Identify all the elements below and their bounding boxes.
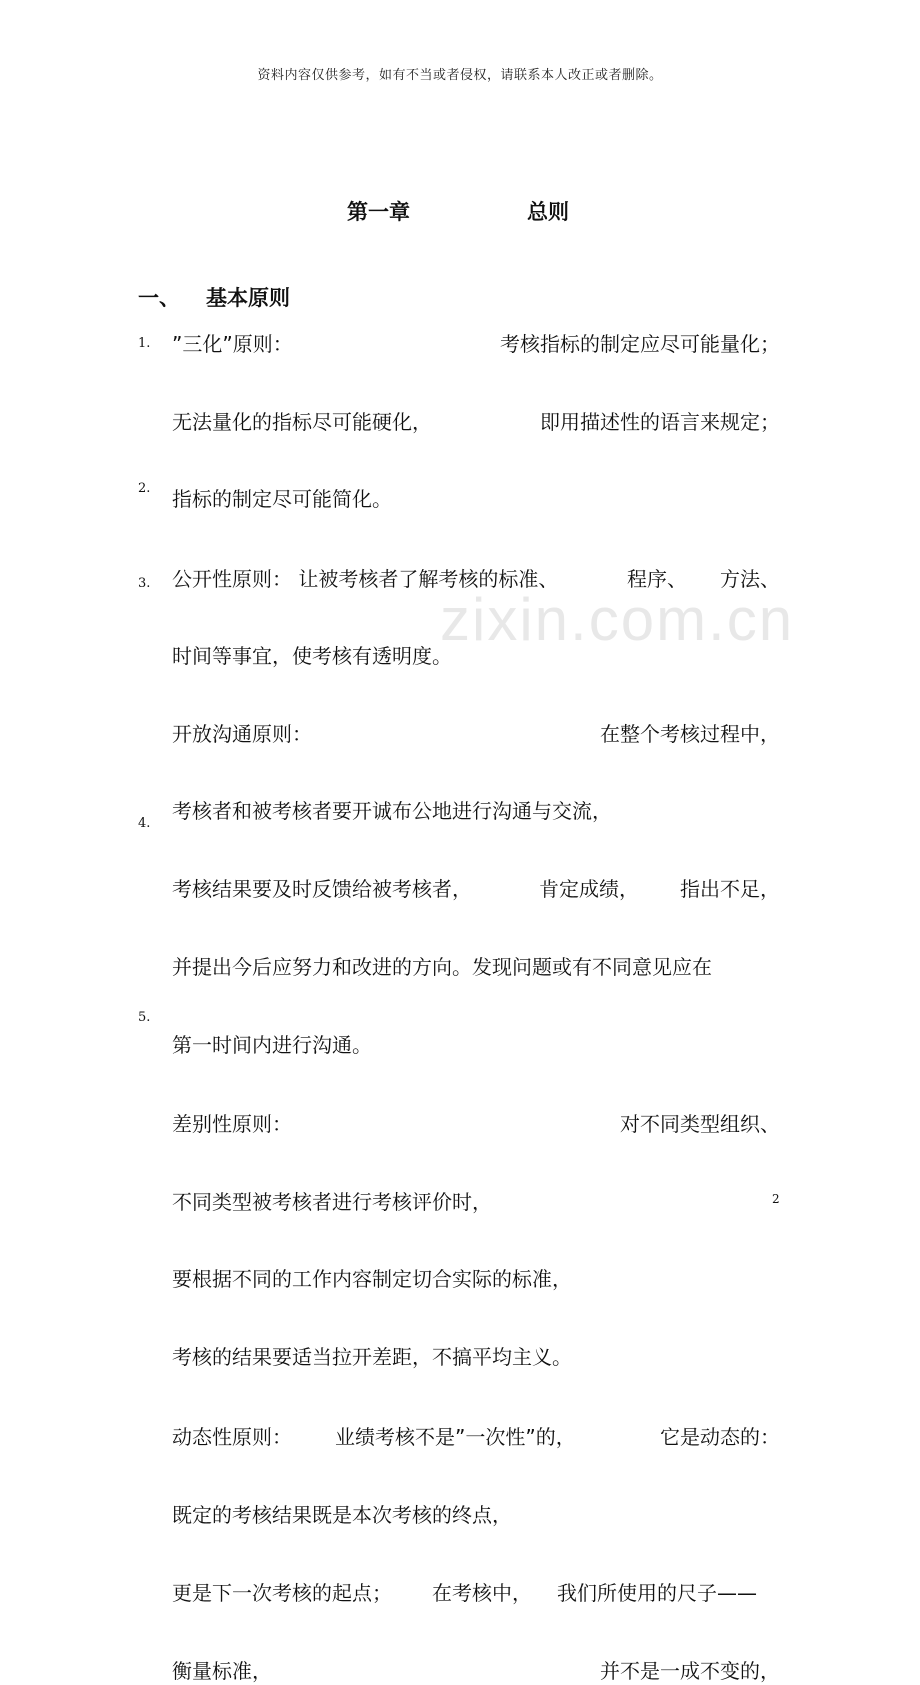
line-middle: 程序、 bbox=[627, 567, 687, 591]
watermark: zixin.com.cn bbox=[440, 586, 795, 653]
line-middle: 肯定成绩， bbox=[539, 877, 639, 901]
item-number: 5. bbox=[138, 1010, 151, 1025]
line-right: 即用描述性的语言来规定； bbox=[540, 410, 780, 434]
line-left: 开放沟通原则： bbox=[172, 722, 312, 746]
paragraph-line bbox=[172, 1029, 780, 1059]
paragraph-line bbox=[172, 1341, 780, 1371]
line-left: 要根据不同的工作内容制定切合实际的标准， bbox=[172, 1267, 572, 1291]
line-left: 指标的制定尽可能简化。 bbox=[172, 487, 392, 511]
line-left: 无法量化的指标尽可能硬化， bbox=[172, 410, 432, 434]
chapter-heading bbox=[0, 196, 920, 226]
line-right: 它是动态的： bbox=[660, 1425, 780, 1449]
paragraph-line bbox=[172, 406, 780, 436]
header-disclaimer: 资料内容仅供参考，如有不当或者侵权，请联系本人改正或者删除。 bbox=[257, 68, 663, 83]
line-middle: 业绩考核不是”一次性”的， bbox=[335, 1425, 576, 1449]
line-left: 更是下一次考核的起点； bbox=[172, 1581, 392, 1605]
paragraph-line bbox=[172, 718, 780, 748]
paragraph-line bbox=[172, 1655, 780, 1685]
line-left: 并提出今后应努力和改进的方向。发现问题或有不同意见应在 bbox=[172, 955, 712, 979]
line-left: ”三化”原则： bbox=[172, 332, 293, 356]
line-right: 在整个考核过程中， bbox=[600, 722, 780, 746]
line-left: 不同类型被考核者进行考核评价时， bbox=[172, 1190, 492, 1214]
section-title: 基本原则 bbox=[206, 286, 290, 310]
paragraph-line bbox=[172, 1499, 780, 1529]
item-number: 4. bbox=[138, 816, 151, 831]
line-left: 动态性原则： bbox=[172, 1425, 292, 1449]
line-left: 第一时间内进行沟通。 bbox=[172, 1033, 372, 1057]
line-left: 考核者和被考核者要开诚布公地进行沟通与交流， bbox=[172, 799, 612, 823]
item-number: 1. bbox=[138, 336, 151, 351]
line-left: 公开性原则： 让被考核者了解考核的标准、 bbox=[172, 567, 559, 591]
paragraph-line bbox=[172, 483, 780, 513]
line-middle: 在考核中， bbox=[432, 1581, 532, 1605]
line-right: 方法、 bbox=[720, 567, 780, 591]
item-number: 3. bbox=[138, 576, 151, 591]
section-heading bbox=[138, 282, 290, 312]
line-left: 时间等事宜，使考核有透明度。 bbox=[172, 644, 452, 668]
page-number: 2 bbox=[772, 1192, 780, 1206]
line-left: 考核结果要及时反馈给被考核者， bbox=[172, 877, 472, 901]
line-left: 差别性原则： bbox=[172, 1112, 292, 1136]
line-left: 考核的结果要适当拉开差距，不搞平均主义。 bbox=[172, 1345, 572, 1369]
paragraph-line bbox=[172, 795, 780, 825]
paragraph-line bbox=[172, 328, 780, 358]
paragraph-line bbox=[172, 951, 780, 981]
line-right: 并不是一成不变的， bbox=[600, 1659, 780, 1683]
paragraph-line bbox=[172, 1186, 780, 1216]
line-left: 衡量标准， bbox=[172, 1659, 272, 1683]
paragraph-line bbox=[172, 873, 780, 903]
line-right: 对不同类型组织、 bbox=[620, 1112, 780, 1136]
item-number: 2. bbox=[138, 481, 151, 496]
line-middle-2: 我们所使用的尺子—— bbox=[557, 1581, 757, 1605]
paragraph-line bbox=[172, 1263, 780, 1293]
paragraph-line bbox=[172, 640, 780, 670]
paragraph-line bbox=[172, 1108, 780, 1138]
line-left: 既定的考核结果既是本次考核的终点， bbox=[172, 1503, 512, 1527]
chapter-number: 第一章 bbox=[347, 200, 410, 224]
paragraph-line bbox=[172, 1577, 780, 1607]
paragraph-line bbox=[172, 1421, 780, 1451]
line-right: 指出不足， bbox=[680, 877, 780, 901]
section-mark: 一、 bbox=[138, 286, 180, 310]
chapter-title: 总则 bbox=[527, 200, 569, 224]
paragraph-line bbox=[172, 563, 780, 593]
line-right: 考核指标的制定应尽可能量化； bbox=[500, 332, 780, 356]
